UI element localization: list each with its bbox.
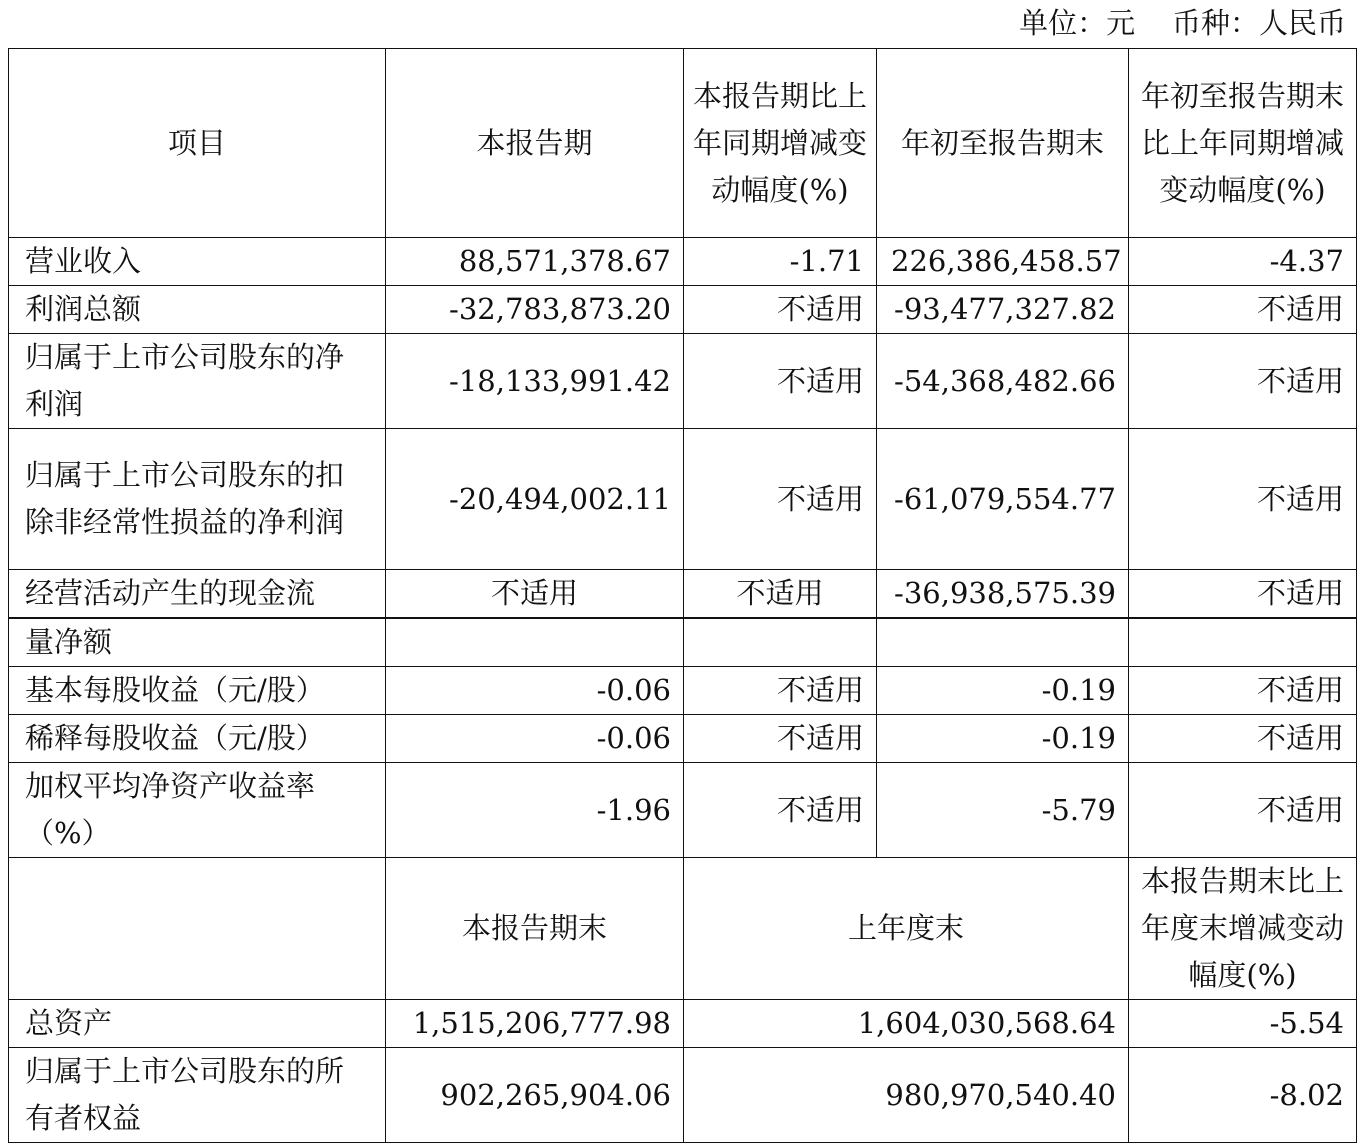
cell-period-end: 1,515,206,777.98 bbox=[386, 1000, 684, 1048]
table-row bbox=[9, 334, 1357, 429]
cell-current: -0.06 bbox=[386, 667, 684, 715]
header2-last-year-end: 上年度末 bbox=[684, 858, 1129, 1000]
row-label: 利润总额 bbox=[9, 286, 386, 334]
cell-ytd: 226,386,458.57 bbox=[877, 238, 1129, 286]
cell-change: -5.54 bbox=[1129, 1000, 1357, 1048]
cell-last-year-end: 980,970,540.40 bbox=[684, 1048, 1129, 1143]
cell-ytd bbox=[877, 618, 1129, 667]
header2-change: 本报告期末比上年度末增减变动幅度(%) bbox=[1129, 858, 1357, 1000]
cell-current: -32,783,873.20 bbox=[386, 286, 684, 334]
cell-current: 88,571,378.67 bbox=[386, 238, 684, 286]
header-current-change: 本报告期比上年同期增减变动幅度(%) bbox=[684, 49, 877, 238]
cell-current-change: 不适用 bbox=[684, 286, 877, 334]
cell-ytd-change bbox=[1129, 618, 1357, 667]
cell-period-end: 902,265,904.06 bbox=[386, 1048, 684, 1143]
cell-current bbox=[386, 618, 684, 667]
row-label: 归属于上市公司股东的净利润 bbox=[9, 334, 386, 429]
cell-current-change: -1.71 bbox=[684, 238, 877, 286]
cell-current: -20,494,002.11 bbox=[386, 429, 684, 570]
table-row bbox=[9, 618, 1357, 667]
cell-ytd-change: 不适用 bbox=[1129, 667, 1357, 715]
header2-period-end: 本报告期末 bbox=[386, 858, 684, 1000]
table-header-row-2 bbox=[9, 858, 1357, 1000]
row-label: 基本每股收益（元/股） bbox=[9, 667, 386, 715]
cell-ytd: -61,079,554.77 bbox=[877, 429, 1129, 570]
cell-ytd-change: -4.37 bbox=[1129, 238, 1357, 286]
header-ytd: 年初至报告期末 bbox=[877, 49, 1129, 238]
table-row bbox=[9, 1048, 1357, 1143]
cell-last-year-end: 1,604,030,568.64 bbox=[684, 1000, 1129, 1048]
cell-current: -18,133,991.42 bbox=[386, 334, 684, 429]
unit-currency-note: 单位：元 币种：人民币 bbox=[1019, 6, 1346, 40]
table-row bbox=[9, 763, 1357, 858]
row-label: 经营活动产生的现金流 bbox=[9, 570, 386, 619]
cell-ytd: -0.19 bbox=[877, 667, 1129, 715]
table-row bbox=[9, 570, 1357, 619]
header-ytd-change: 年初至报告期末比上年同期增减变动幅度(%) bbox=[1129, 49, 1357, 238]
row-label: 量净额 bbox=[9, 618, 386, 667]
cell-ytd: -93,477,327.82 bbox=[877, 286, 1129, 334]
cell-current-change: 不适用 bbox=[684, 715, 877, 763]
header-current-period: 本报告期 bbox=[386, 49, 684, 238]
row-label: 归属于上市公司股东的扣除非经常性损益的净利润 bbox=[9, 429, 386, 570]
cell-current-change: 不适用 bbox=[684, 429, 877, 570]
table-row bbox=[9, 715, 1357, 763]
cell-current-change: 不适用 bbox=[684, 667, 877, 715]
cell-ytd: -54,368,482.66 bbox=[877, 334, 1129, 429]
row-label: 归属于上市公司股东的所有者权益 bbox=[9, 1048, 386, 1143]
table-row bbox=[9, 667, 1357, 715]
cell-ytd: -5.79 bbox=[877, 763, 1129, 858]
row-label: 营业收入 bbox=[9, 238, 386, 286]
cell-ytd-change: 不适用 bbox=[1129, 715, 1357, 763]
cell-change: -8.02 bbox=[1129, 1048, 1357, 1143]
cell-current-change: 不适用 bbox=[684, 570, 877, 619]
table-row bbox=[9, 238, 1357, 286]
cell-ytd-change: 不适用 bbox=[1129, 334, 1357, 429]
row-label: 加权平均净资产收益率（%） bbox=[9, 763, 386, 858]
cell-ytd-change: 不适用 bbox=[1129, 286, 1357, 334]
cell-ytd: -36,938,575.39 bbox=[877, 570, 1129, 619]
cell-ytd: -0.19 bbox=[877, 715, 1129, 763]
header2-item bbox=[9, 858, 386, 1000]
cell-current-change bbox=[684, 618, 877, 667]
financial-data-table bbox=[8, 48, 1357, 1143]
table-row bbox=[9, 429, 1357, 570]
table-row bbox=[9, 286, 1357, 334]
header-item: 项目 bbox=[9, 49, 386, 238]
cell-current: -0.06 bbox=[386, 715, 684, 763]
row-label: 稀释每股收益（元/股） bbox=[9, 715, 386, 763]
cell-current-change: 不适用 bbox=[684, 334, 877, 429]
cell-ytd-change: 不适用 bbox=[1129, 763, 1357, 858]
table-row bbox=[9, 1000, 1357, 1048]
cell-ytd-change: 不适用 bbox=[1129, 429, 1357, 570]
cell-current-change: 不适用 bbox=[684, 763, 877, 858]
cell-ytd-change: 不适用 bbox=[1129, 570, 1357, 619]
table-header-row bbox=[9, 49, 1357, 238]
cell-current: -1.96 bbox=[386, 763, 684, 858]
row-label: 总资产 bbox=[9, 1000, 386, 1048]
cell-current: 不适用 bbox=[386, 570, 684, 619]
